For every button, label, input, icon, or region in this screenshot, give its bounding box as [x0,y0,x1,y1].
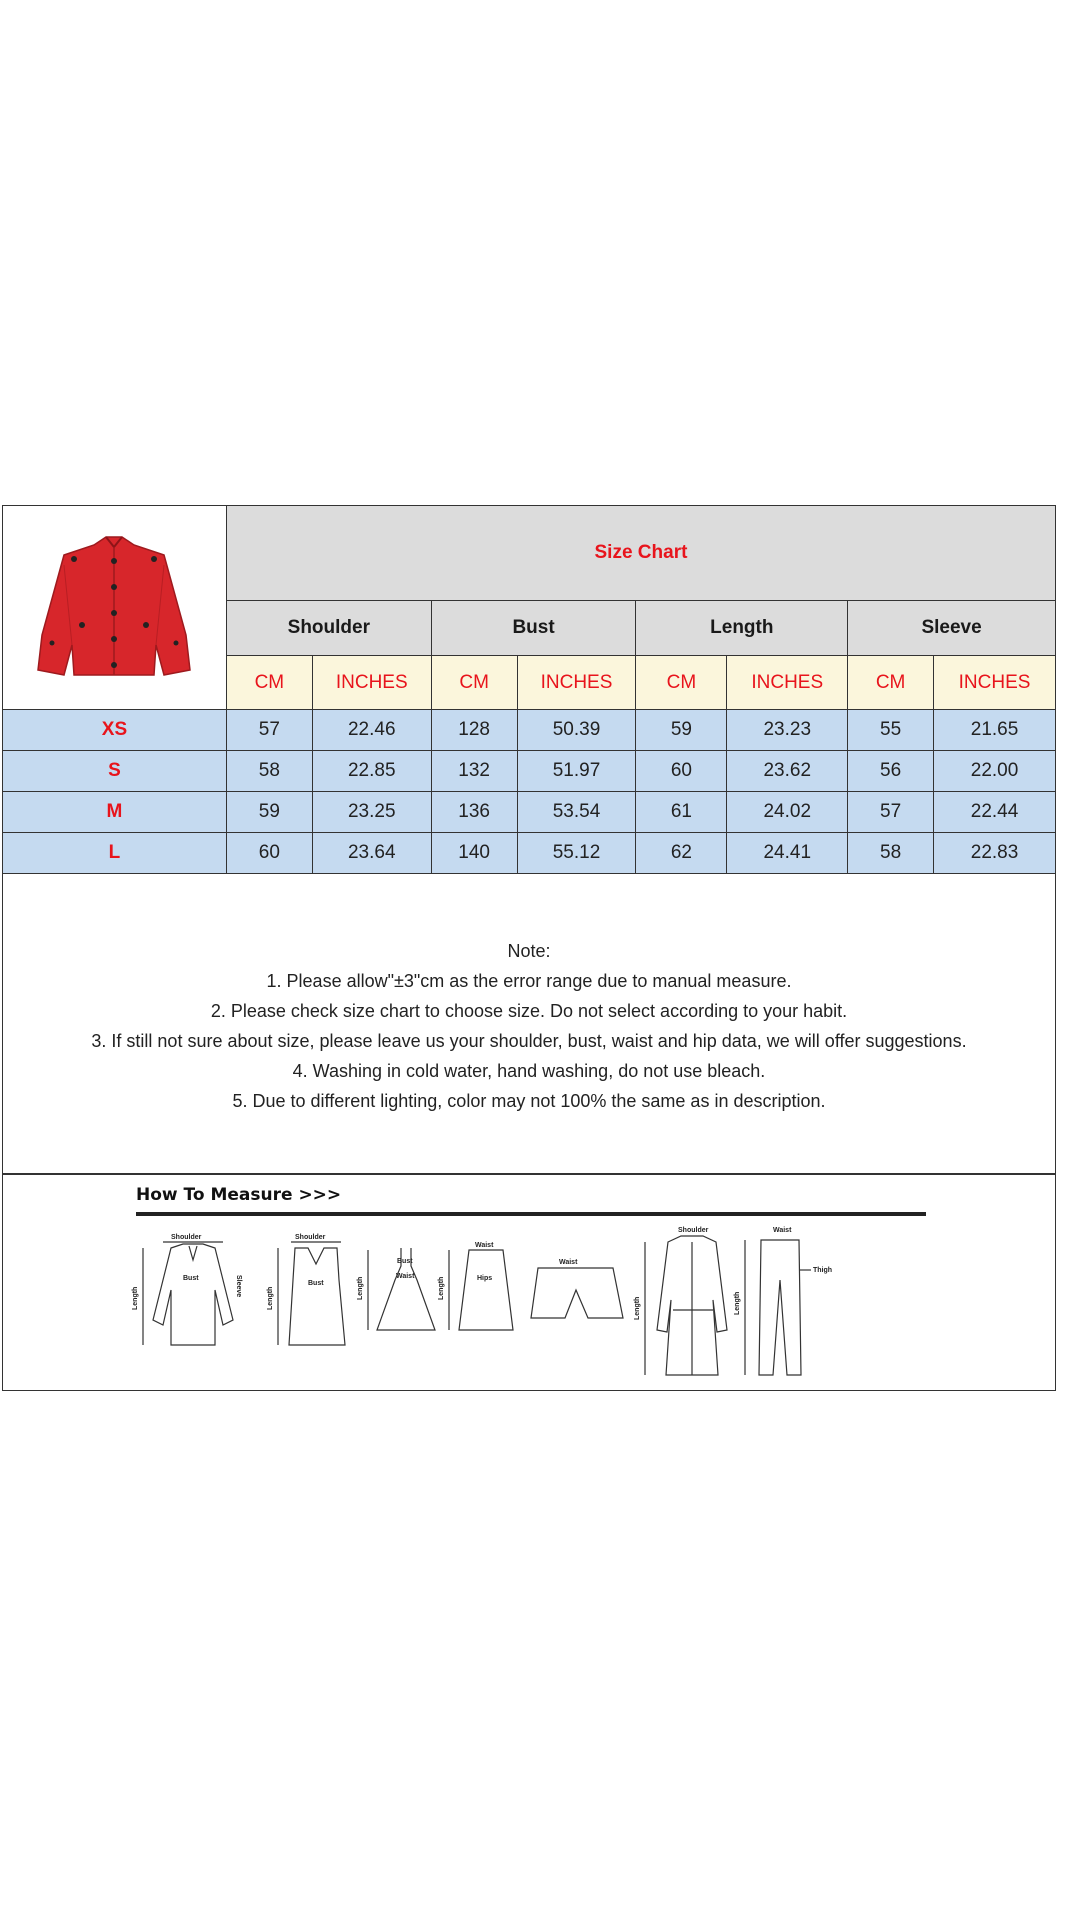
table-cell: 24.41 [727,833,848,874]
header-length: Length [636,601,848,656]
table-cell: 23.64 [312,833,431,874]
table-cell: 132 [431,751,517,792]
table-row [3,833,1056,874]
table-cell: 60 [636,751,727,792]
table-cell: 57 [848,792,934,833]
unit-inches: INCHES [517,656,636,710]
table-cell: 50.39 [517,710,636,751]
note-line: 1. Please allow"±3"cm as the error range due to manual measure. [266,971,792,991]
note-line: 4. Washing in cold water, hand washing, do not use bleach. [292,1061,766,1081]
table-cell: 61 [636,792,727,833]
label-length: Length [132,1286,139,1310]
dress-diagram [357,1248,435,1330]
table-cell: 23.62 [727,751,848,792]
label-sleeve: Sleeve [235,1275,242,1298]
table-cell: 140 [431,833,517,874]
table-cell: 58 [848,833,934,874]
size-label: L [3,833,227,874]
label-length: Length [634,1296,641,1320]
table-cell: 21.65 [934,710,1056,751]
table-cell: 55.12 [517,833,636,874]
table-cell: 23.23 [727,710,848,751]
unit-cm: CM [431,656,517,710]
unit-cm: CM [848,656,934,710]
size-label: XS [3,710,227,751]
how-to-measure-box [2,1174,1056,1391]
unit-inches: INCHES [727,656,848,710]
table-cell: 22.83 [934,833,1056,874]
size-label: S [3,751,227,792]
table-cell: 60 [226,833,312,874]
unit-inches: INCHES [934,656,1056,710]
label-length: Length [357,1276,364,1300]
header-sleeve: Sleeve [848,601,1056,656]
label-thigh: Thigh [813,1267,833,1274]
table-cell: 55 [848,710,934,751]
how-to-measure-title: How To Measure >>> [136,1185,342,1205]
table-cell: 59 [226,792,312,833]
note-line: 5. Due to different lighting, color may not 100% the same as in description. [232,1091,826,1111]
red-jacket-image [14,525,214,685]
shorts-diagram [531,1259,623,1318]
label-shoulder: Shoulder [678,1227,709,1234]
trousers-diagram [734,1227,832,1375]
unit-cm: CM [226,656,312,710]
table-cell: 56 [848,751,934,792]
unit-cm: CM [636,656,727,710]
table-cell: 24.02 [727,792,848,833]
label-bust: Bust [308,1280,324,1287]
divider [136,1212,926,1216]
table-cell: 62 [636,833,727,874]
label-shoulder: Shoulder [171,1234,202,1241]
label-waist: Waist [396,1273,415,1280]
size-chart-sheet [2,505,1056,1387]
coat-diagram [634,1227,727,1375]
tank-diagram [267,1234,345,1345]
table-row [3,710,1056,751]
table-cell: 22.44 [934,792,1056,833]
table-cell: 136 [431,792,517,833]
table-cell: 59 [636,710,727,751]
table-cell: 22.00 [934,751,1056,792]
table-row [3,751,1056,792]
blouse-diagram [132,1234,242,1345]
label-length: Length [734,1291,741,1315]
label-waist: Waist [773,1227,792,1234]
note-line: 3. If still not sure about size, please leave us your shoulder, bust, waist and hip data, we will offer suggestions. [91,1031,967,1051]
label-waist: Waist [559,1259,578,1266]
note-line: 2. Please check size chart to choose size. Do not select according to your habit. [210,1001,848,1021]
table-cell: 128 [431,710,517,751]
unit-inches: INCHES [312,656,431,710]
table-cell: 57 [226,710,312,751]
label-shoulder: Shoulder [295,1234,326,1241]
size-chart-title: Size Chart [226,506,1055,601]
note-box [2,870,1056,1174]
measure-diagrams [133,1220,933,1385]
label-length: Length [267,1286,274,1310]
table-cell: 22.85 [312,751,431,792]
table-cell: 58 [226,751,312,792]
table-cell: 22.46 [312,710,431,751]
table-cell: 53.54 [517,792,636,833]
skirt-diagram [438,1242,513,1330]
table-cell: 51.97 [517,751,636,792]
label-length: Length [438,1276,445,1300]
label-waist: Waist [475,1242,494,1249]
header-shoulder: Shoulder [226,601,431,656]
label-bust: Bust [183,1275,199,1282]
label-bust: Bust [397,1258,413,1265]
table-row [3,792,1056,833]
product-image-cell [3,506,227,710]
header-bust: Bust [431,601,636,656]
table-cell: 23.25 [312,792,431,833]
note-title: Note: [507,941,551,961]
size-label: M [3,792,227,833]
label-hips: Hips [477,1275,493,1282]
size-chart-table [2,505,1056,874]
